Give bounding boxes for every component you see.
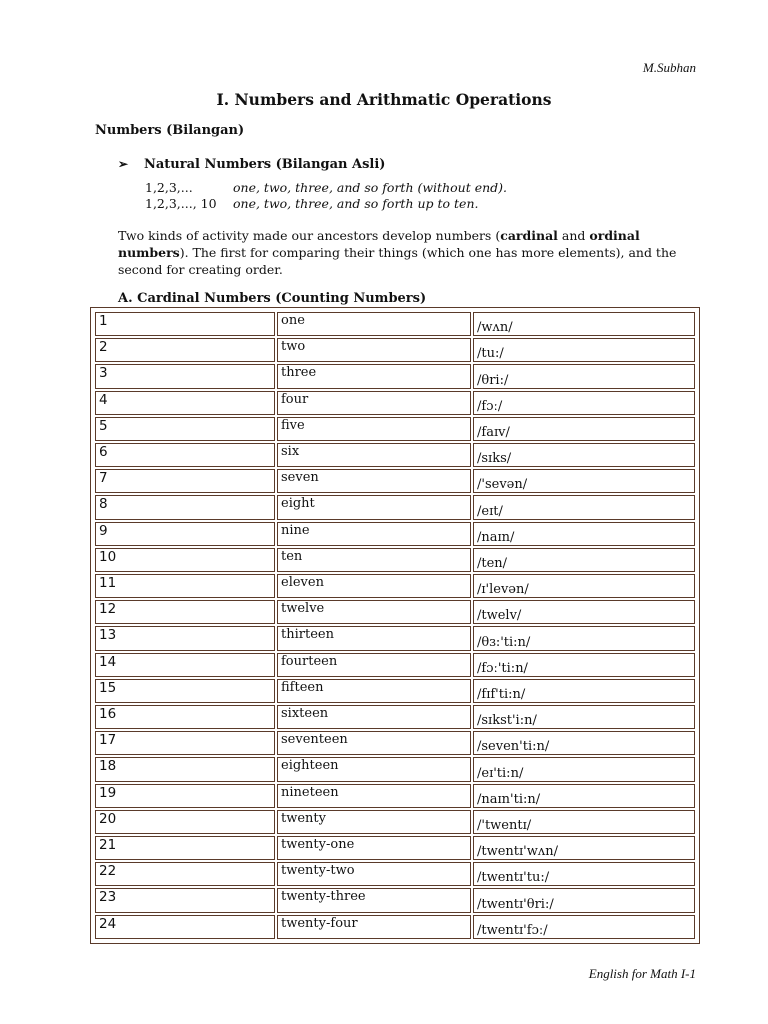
- pronunciation-cell: /θɜ:'ti:n/: [473, 626, 695, 650]
- word-cell: twenty-two: [277, 862, 471, 886]
- number-cell: 24: [95, 915, 275, 939]
- number-cell: 12: [95, 600, 275, 624]
- number-cell: 2: [95, 338, 275, 362]
- table-row: [95, 784, 695, 808]
- pronunciation-cell: /twentɪ'wʌn/: [473, 836, 695, 860]
- number-cell: 7: [95, 469, 275, 493]
- table-row: [95, 888, 695, 912]
- table-row: [95, 391, 695, 415]
- table-row: [95, 626, 695, 650]
- number-cell: 15: [95, 679, 275, 703]
- cardinal-numbers-table-frame: [90, 307, 700, 944]
- word-cell: one: [277, 312, 471, 336]
- table-row: [95, 417, 695, 441]
- table-row: [95, 862, 695, 886]
- word-cell: twenty-four: [277, 915, 471, 939]
- table-row: [95, 731, 695, 755]
- number-cell: 8: [95, 495, 275, 519]
- word-cell: twenty-three: [277, 888, 471, 912]
- table-row: [95, 495, 695, 519]
- word-cell: ten: [277, 548, 471, 572]
- paragraph-text: ). The first for comparing their things (which one has more elements), and the second for creating order.: [118, 245, 677, 277]
- arrow-bullet-icon: ➢: [118, 157, 129, 171]
- word-cell: three: [277, 364, 471, 388]
- word-cell: seventeen: [277, 731, 471, 755]
- table-row: [95, 705, 695, 729]
- number-cell: 19: [95, 784, 275, 808]
- example-description: one, two, three, and so forth (without end).: [233, 180, 507, 195]
- table-row: [95, 443, 695, 467]
- word-cell: five: [277, 417, 471, 441]
- number-cell: 11: [95, 574, 275, 598]
- word-cell: eleven: [277, 574, 471, 598]
- pronunciation-cell: /naɪn/: [473, 522, 695, 546]
- word-cell: sixteen: [277, 705, 471, 729]
- number-cell: 10: [95, 548, 275, 572]
- number-cell: 9: [95, 522, 275, 546]
- number-cell: 1: [95, 312, 275, 336]
- table-row: [95, 679, 695, 703]
- author-name: M.Subhan: [642, 60, 696, 75]
- word-cell: eight: [277, 495, 471, 519]
- pronunciation-cell: /sɪks/: [473, 443, 695, 467]
- word-cell: twenty-one: [277, 836, 471, 860]
- section-heading: Numbers (Bilangan): [95, 123, 245, 138]
- example-numbers: 1,2,3,...: [145, 180, 193, 195]
- number-cell: 14: [95, 653, 275, 677]
- pronunciation-cell: /twentɪ'fɔː/: [473, 915, 695, 939]
- pronunciation-cell: /faɪv/: [473, 417, 695, 441]
- word-cell: four: [277, 391, 471, 415]
- pronunciation-cell: /seven'ti:n/: [473, 731, 695, 755]
- cardinal-numbers-table: [93, 310, 697, 941]
- table-row: [95, 836, 695, 860]
- pronunciation-cell: /wʌn/: [473, 312, 695, 336]
- example-line: [145, 196, 478, 211]
- word-cell: thirteen: [277, 626, 471, 650]
- paragraph-text: and: [557, 228, 590, 243]
- word-cell: fifteen: [277, 679, 471, 703]
- table-row: [95, 574, 695, 598]
- table-row: [95, 757, 695, 781]
- pronunciation-cell: /θri:/: [473, 364, 695, 388]
- table-row: [95, 338, 695, 362]
- number-cell: 17: [95, 731, 275, 755]
- number-cell: 5: [95, 417, 275, 441]
- number-cell: 18: [95, 757, 275, 781]
- pronunciation-cell: /sɪkst'i:n/: [473, 705, 695, 729]
- pronunciation-cell: /tu:/: [473, 338, 695, 362]
- paragraph-text: Two kinds of activity made our ancestors develop numbers (: [118, 228, 501, 243]
- table-row: [95, 522, 695, 546]
- pronunciation-cell: /naɪn'ti:n/: [473, 784, 695, 808]
- table-row: [95, 915, 695, 939]
- table-row: [95, 600, 695, 624]
- page-title: I. Numbers and Arithmatic Operations: [216, 90, 552, 109]
- pronunciation-cell: /twentɪ'tu:/: [473, 862, 695, 886]
- word-cell: fourteen: [277, 653, 471, 677]
- page-footer: English for Math I-1: [588, 966, 696, 981]
- natural-numbers-heading: [118, 157, 385, 172]
- word-cell: six: [277, 443, 471, 467]
- example-line: [145, 180, 507, 195]
- word-cell: nineteen: [277, 784, 471, 808]
- table-row: [95, 312, 695, 336]
- number-cell: 21: [95, 836, 275, 860]
- natural-numbers-label: Natural Numbers (Bilangan Asli): [144, 157, 386, 172]
- number-cell: 16: [95, 705, 275, 729]
- pronunciation-cell: /twentɪ'θri:/: [473, 888, 695, 912]
- table-body: [95, 312, 695, 939]
- pronunciation-cell: /fɔː/: [473, 391, 695, 415]
- word-cell: two: [277, 338, 471, 362]
- number-cell: 6: [95, 443, 275, 467]
- example-description: one, two, three, and so forth up to ten.: [233, 196, 479, 211]
- number-cell: 3: [95, 364, 275, 388]
- pronunciation-cell: /ɪ'levən/: [473, 574, 695, 598]
- pronunciation-cell: /ten/: [473, 548, 695, 572]
- number-cell: 22: [95, 862, 275, 886]
- table-row: [95, 810, 695, 834]
- pronunciation-cell: /eɪt/: [473, 495, 695, 519]
- word-cell: nine: [277, 522, 471, 546]
- table-row: [95, 364, 695, 388]
- word-cell: seven: [277, 469, 471, 493]
- paragraph-bold-cardinal: cardinal: [500, 228, 558, 243]
- number-cell: 13: [95, 626, 275, 650]
- table-heading: A. Cardinal Numbers (Counting Numbers): [118, 291, 427, 306]
- intro-paragraph: [118, 227, 703, 278]
- table-row: [95, 469, 695, 493]
- number-cell: 4: [95, 391, 275, 415]
- number-cell: 20: [95, 810, 275, 834]
- word-cell: twelve: [277, 600, 471, 624]
- pronunciation-cell: /fɪf'ti:n/: [473, 679, 695, 703]
- pronunciation-cell: /eɪ'ti:n/: [473, 757, 695, 781]
- pronunciation-cell: /fɔː'ti:n/: [473, 653, 695, 677]
- pronunciation-cell: /'twentɪ/: [473, 810, 695, 834]
- table-row: [95, 653, 695, 677]
- paragraph-bold-ordinal: ordinal numbers: [118, 228, 640, 260]
- pronunciation-cell: /'sevən/: [473, 469, 695, 493]
- table-row: [95, 548, 695, 572]
- example-numbers: 1,2,3,..., 10: [145, 196, 217, 211]
- word-cell: eighteen: [277, 757, 471, 781]
- word-cell: twenty: [277, 810, 471, 834]
- number-cell: 23: [95, 888, 275, 912]
- pronunciation-cell: /twelv/: [473, 600, 695, 624]
